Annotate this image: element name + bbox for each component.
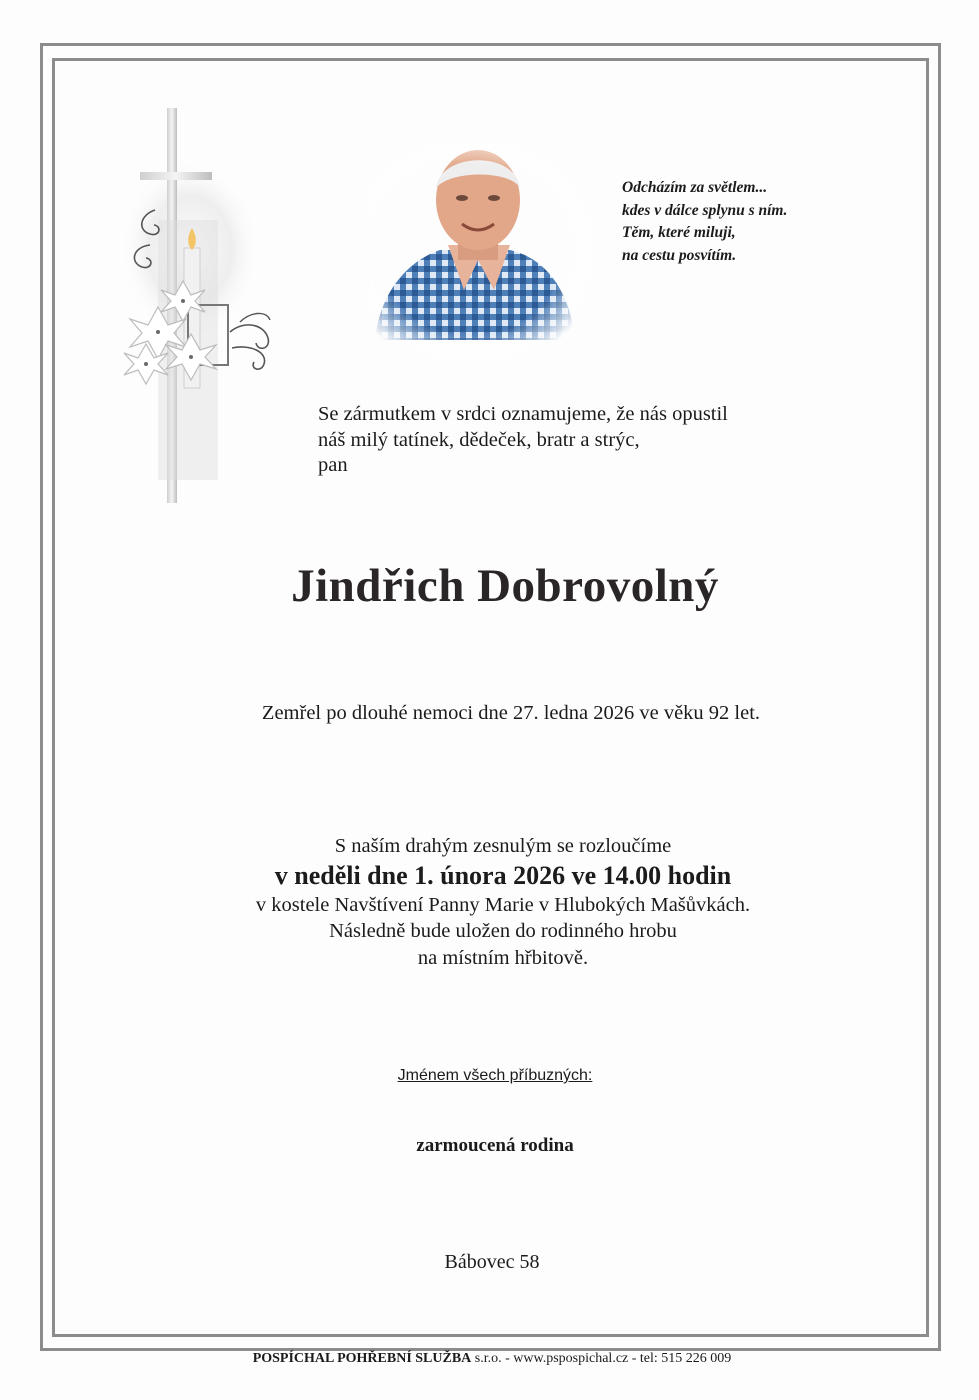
burial-line: Následně bude uložen do rodinného hrobu — [329, 920, 677, 942]
farewell-place: v kostele Navštívení Panny Marie v Hlubokých Mašůvkách. — [255, 893, 751, 916]
farewell-intro: S naším drahým zesnulým se rozloučíme — [334, 835, 672, 857]
family-signature: zarmoucená rodina — [416, 1135, 574, 1156]
address: Bábovec 58 — [444, 1251, 540, 1273]
poem-line: Těm, které miluji, — [622, 224, 736, 241]
burial-line: na místním hřbitově. — [417, 946, 589, 969]
poem-line: Odcházím za světlem... — [622, 179, 768, 196]
death-notice: Zemřel po dlouhé nemoci dne 27. ledna 2026 ve věku 92 let. — [261, 702, 761, 724]
footer-company: POSPÍCHAL POHŘEBNÍ SLUŽBA — [252, 1351, 472, 1366]
announcement — [318, 402, 838, 479]
farewell-date-time: v neděli dne 1. února 2026 ve 14.00 hodin — [274, 860, 732, 890]
portrait-photo — [370, 140, 610, 360]
footer — [0, 1351, 979, 1367]
announcement-line: pan — [318, 454, 348, 476]
poem-line: na cestu posvítím. — [622, 246, 737, 264]
deceased-name: Jindřich Dobrovolný — [291, 560, 719, 612]
footer-contact: s.r.o. - www.pspospichal.cz - tel: 515 226 009 — [471, 1351, 732, 1366]
announcement-line: náš milý tatínek, dědeček, bratr a strýc, — [318, 428, 640, 451]
relatives-label: Jménem všech příbuzných: — [397, 1067, 593, 1084]
farewell-details — [0, 833, 979, 971]
announcement-line: Se zármutkem v srdci oznamujeme, že nás opustil — [318, 403, 728, 425]
cross-candle-lilies-icon — [120, 100, 310, 510]
poem — [622, 177, 882, 267]
poem-line: kdes v dálce splynu s ním. — [622, 201, 788, 219]
